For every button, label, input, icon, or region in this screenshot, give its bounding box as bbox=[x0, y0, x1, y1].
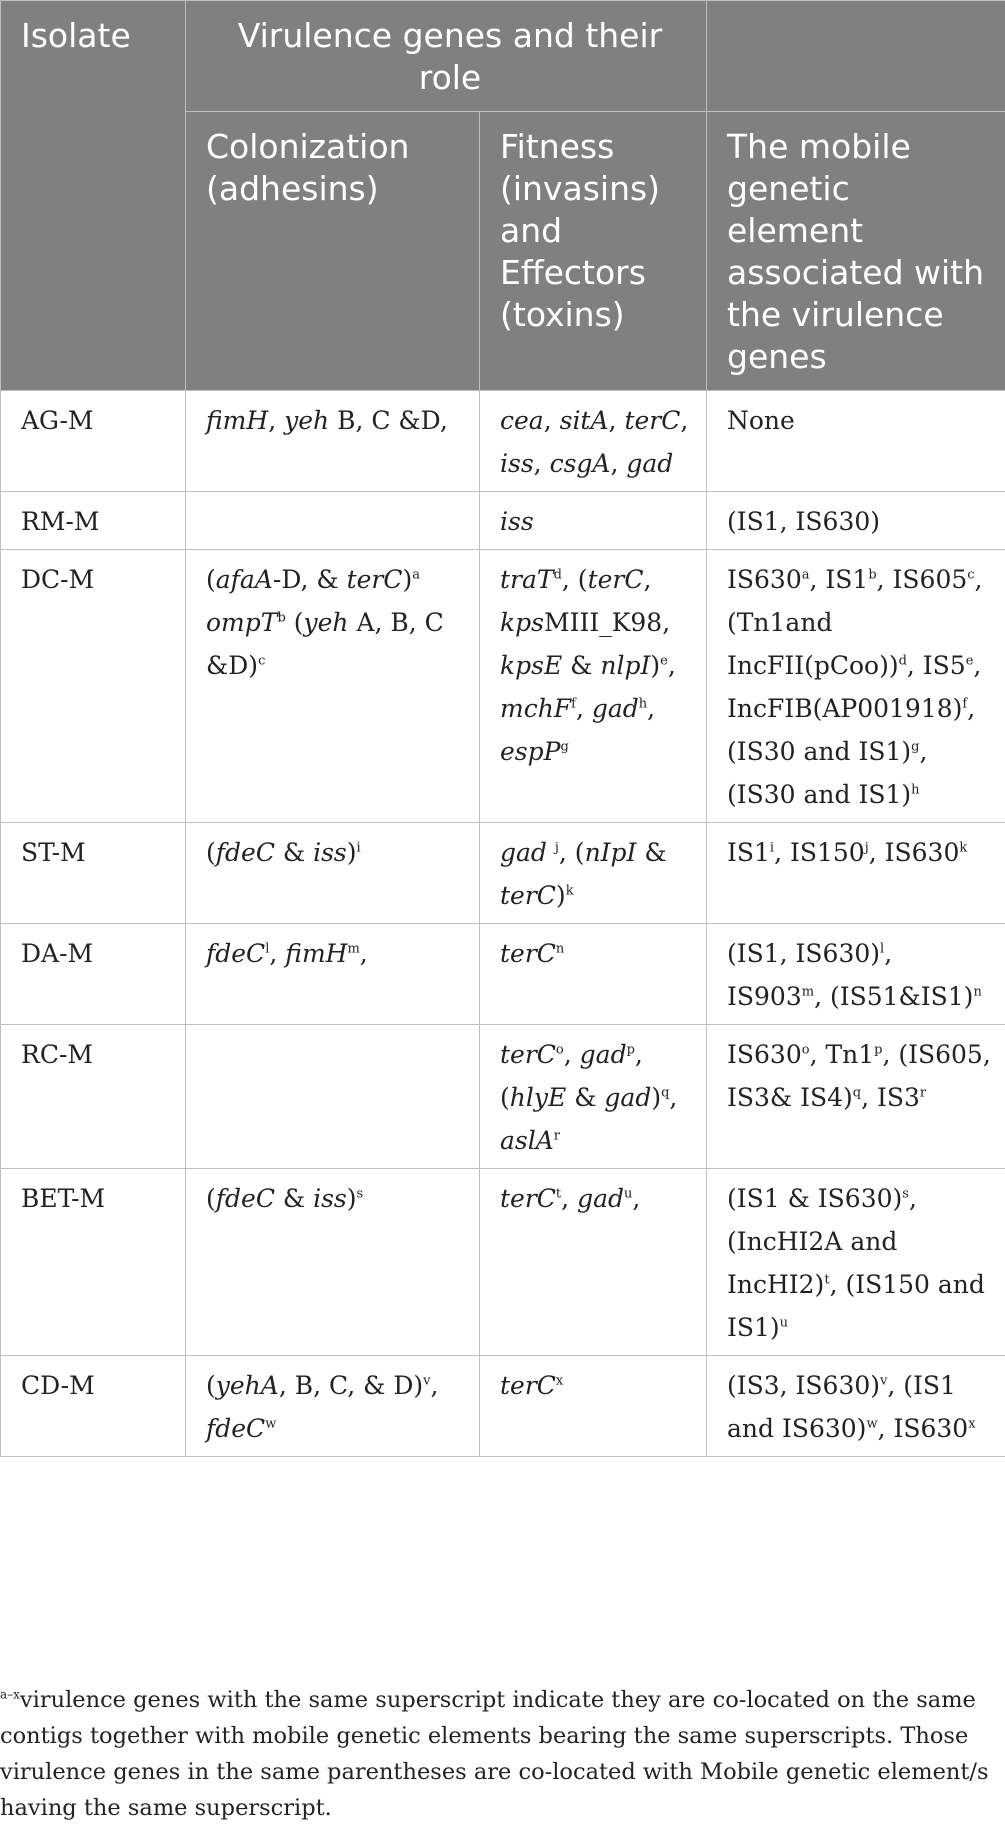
cell-mobile: (IS3, IS630)$^v$, (IS1 and IS630)$^w$, IS630$^x$ bbox=[707, 1356, 1005, 1457]
cell-isolate: AG-M bbox=[1, 391, 186, 492]
table-footnote bbox=[0, 1682, 990, 1826]
cell-mobile: (IS1 & IS630)$^s$, (IncHI2A and IncHI2)$^t$, (IS150 and IS1)$^u$ bbox=[707, 1169, 1005, 1356]
cell-isolate: RM-M bbox=[1, 492, 186, 550]
cell-mobile: IS630$^a$, IS1$^b$, IS605$^c$, (Tn1and IncFII(pCoo))$^d$, IS5e, $IncFIB(AP001918)^f$, (IS30 and IS1)$^g$, (IS30 and IS1)$^h$ bbox=[707, 550, 1005, 823]
cell-fitness: terC$^n$ bbox=[480, 924, 707, 1025]
cell-isolate: BET-M bbox=[1, 1169, 186, 1356]
cell-isolate: ST-M bbox=[1, 823, 186, 924]
header-fitness: Fitness (invasins) and Effectors (toxins) bbox=[480, 112, 707, 391]
header-isolate: Isolate bbox=[1, 1, 186, 391]
header-virulence-genes: Virulence genes and their role bbox=[186, 1, 707, 112]
table-row bbox=[1, 1025, 1005, 1169]
cell-isolate: RC-M bbox=[1, 1025, 186, 1169]
cell-colonization: (yehA, B, C, & D)$^v$, fdeC$^w$ bbox=[186, 1356, 480, 1457]
cell-colonization: (fdeC & iss)$^s$ bbox=[186, 1169, 480, 1356]
header-mobile-element: The mobile genetic element associated with the virulence genes bbox=[707, 112, 1005, 391]
table-row bbox=[1, 550, 1005, 823]
table-row bbox=[1, 1356, 1005, 1457]
cell-mobile: IS630$^o$, Tn1$^p$, (IS605, IS3& IS4)$^q$, IS3$^r$ bbox=[707, 1025, 1005, 1169]
cell-isolate: DA-M bbox=[1, 924, 186, 1025]
table-row bbox=[1, 823, 1005, 924]
cell-fitness: gad $^j$, (nIpI & terC)$^k$ bbox=[480, 823, 707, 924]
cell-isolate: CD-M bbox=[1, 1356, 186, 1457]
cell-isolate: DC-M bbox=[1, 550, 186, 823]
cell-fitness: iss bbox=[480, 492, 707, 550]
cell-fitness: terC$^x$ bbox=[480, 1356, 707, 1457]
cell-mobile: (IS1, IS630) bbox=[707, 492, 1005, 550]
cell-mobile: (IS1, IS630)$^l$, IS903$^m$, (IS51&IS1)$^n$ bbox=[707, 924, 1005, 1025]
table-row bbox=[1, 924, 1005, 1025]
cell-colonization bbox=[186, 492, 480, 550]
cell-mobile: None bbox=[707, 391, 1005, 492]
table-row bbox=[1, 391, 1005, 492]
cell-colonization: (fdeC & iss)$^i$ bbox=[186, 823, 480, 924]
cell-fitness: terC$^t$, gad$^u$, bbox=[480, 1169, 707, 1356]
table-row bbox=[1, 1169, 1005, 1356]
footnote-text: virulence genes with the same superscript indicate they are co-located on the same contigs together with mobile genetic elements bearing the same superscripts. Those virulence genes in the same parentheses are co-located with Mobile genetic element/s having the same superscript. bbox=[0, 1687, 989, 1821]
cell-colonization: fimH, yeh B, C &D, bbox=[186, 391, 480, 492]
cell-colonization: (afaA-D, & terC)$^a$ ompT$^b$ (yeh A, B, C &D)$^c$ bbox=[186, 550, 480, 823]
cell-colonization: fdeC$^l$, fimH$^m$, bbox=[186, 924, 480, 1025]
cell-fitness: cea, sitA, terC, iss, csgA, gad bbox=[480, 391, 707, 492]
header-colonization: Colonization (adhesins) bbox=[186, 112, 480, 391]
table-row bbox=[1, 492, 1005, 550]
cell-fitness: traT$^d$, (terC, kpsMIII_K98, kpsE & nlpI)$^e$, mchF$^f$, gad$^h$, espP$^g$ bbox=[480, 550, 707, 823]
header-blank bbox=[707, 1, 1005, 112]
footnote-superscript-range: a–x bbox=[0, 1687, 20, 1702]
cell-fitness: terC$^o$, gad$^p$, (hlyE & gad)$^q$, aslA$^r$ bbox=[480, 1025, 707, 1169]
header-row-1 bbox=[1, 1, 1005, 112]
cell-colonization bbox=[186, 1025, 480, 1169]
cell-mobile: IS1$^i$, IS150$^j$, IS630$^k$ bbox=[707, 823, 1005, 924]
